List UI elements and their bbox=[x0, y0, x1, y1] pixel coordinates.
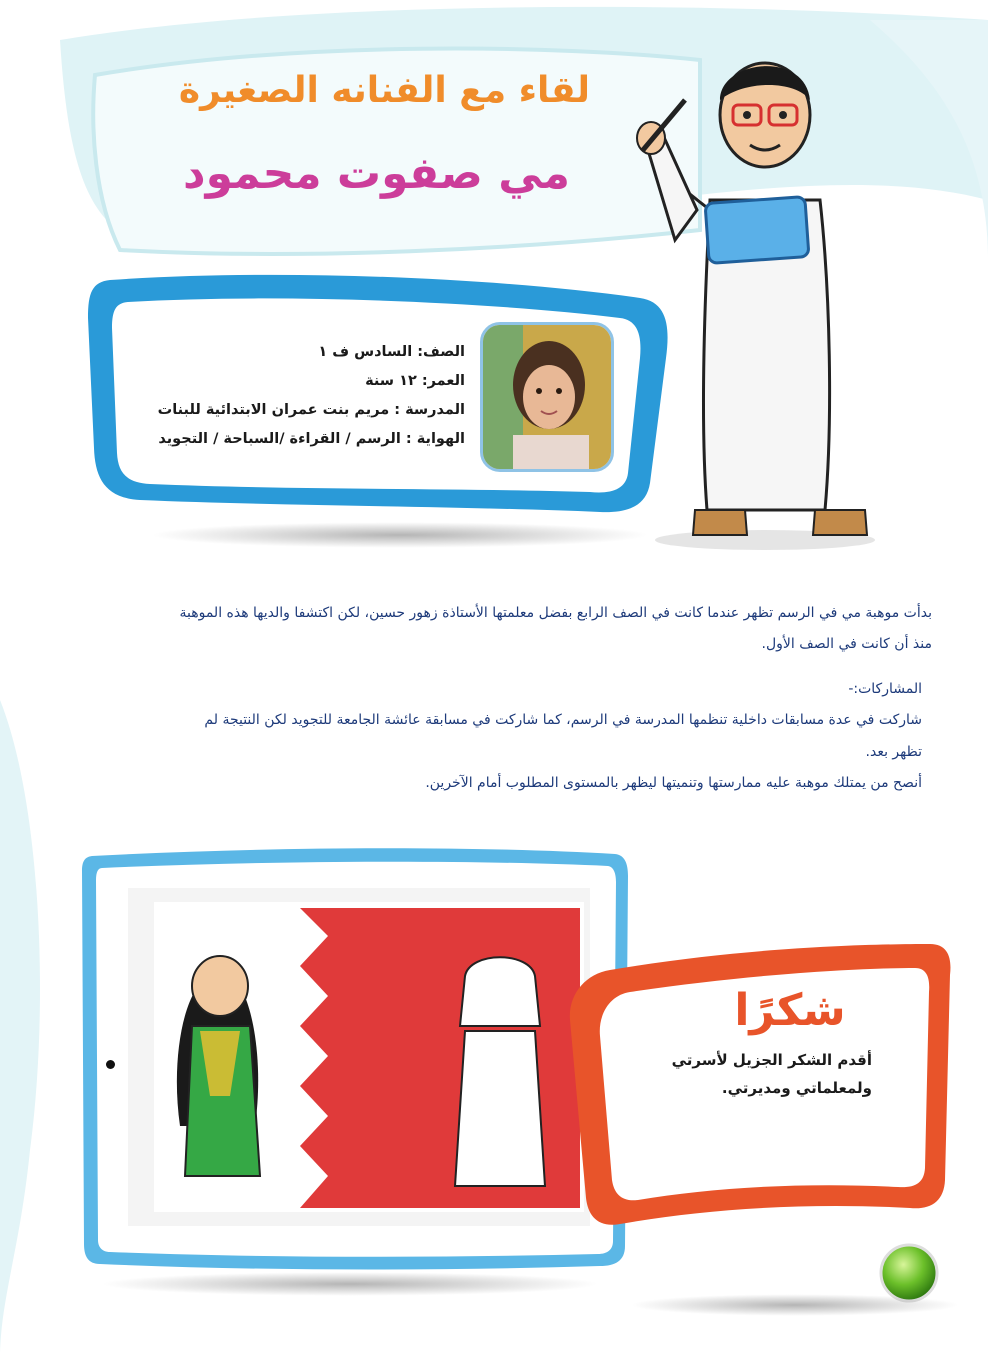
profile-school: المدرسة : مريم بنت عمران الابتدائية للبنات bbox=[157, 402, 465, 418]
participations-heading: المشاركات:- bbox=[848, 681, 922, 697]
green-ball-decoration bbox=[878, 1242, 940, 1304]
profile-card-shadow bbox=[150, 522, 650, 548]
profile-hobby: الهواية : الرسم / القراءة /السباحة / التجويد bbox=[158, 431, 465, 447]
intro-line-2: منذ أن كانت في الصف الأول. bbox=[761, 636, 932, 652]
thanks-line-2: ولمعلماتي ومديرتي. bbox=[721, 1079, 872, 1097]
bullet-dot bbox=[106, 1060, 115, 1069]
participations-line-2: تظهر بعد. bbox=[865, 744, 922, 760]
profile-age: العمر: ١٢ سنة bbox=[365, 373, 465, 389]
tablet-shadow bbox=[100, 1272, 600, 1296]
artwork-tablet-frame bbox=[80, 846, 630, 1276]
advice-text: أنصح من يمتلك موهبة عليه ممارستها وتنميتها ليظهر بالمستوى المطلوب أمام الآخرين. bbox=[425, 775, 922, 791]
participations-line-1: شاركت في عدة مسابقات داخلية تنظمها المدرسة في الرسم، كما شاركت في مسابقة عائشة الجامعة للتجويد لكن النتيجة لم bbox=[204, 712, 922, 728]
boy-with-tablet-illustration bbox=[615, 40, 885, 550]
artist-name: مي صفوت محمود bbox=[183, 148, 570, 199]
page-title: لقاء مع الفنانه الصغيرة bbox=[178, 70, 590, 111]
thanks-title: شكرًا bbox=[734, 985, 846, 1036]
profile-grade: الصف: السادس ف ١ bbox=[318, 344, 465, 360]
artist-photo bbox=[480, 322, 614, 472]
profile-info bbox=[110, 338, 465, 454]
thanks-text bbox=[640, 1046, 872, 1102]
intro-line-1: بدأت موهبة مي في الرسم تظهر عندما كانت في الصف الرابع بفضل معلمتها الأستاذة زهور حسين، لكن اكتشفا والديها هذه الموهبة bbox=[179, 605, 932, 621]
ball-shadow bbox=[630, 1294, 960, 1316]
thanks-line-1: أقدم الشكر الجزيل لأسرتي bbox=[671, 1051, 872, 1069]
